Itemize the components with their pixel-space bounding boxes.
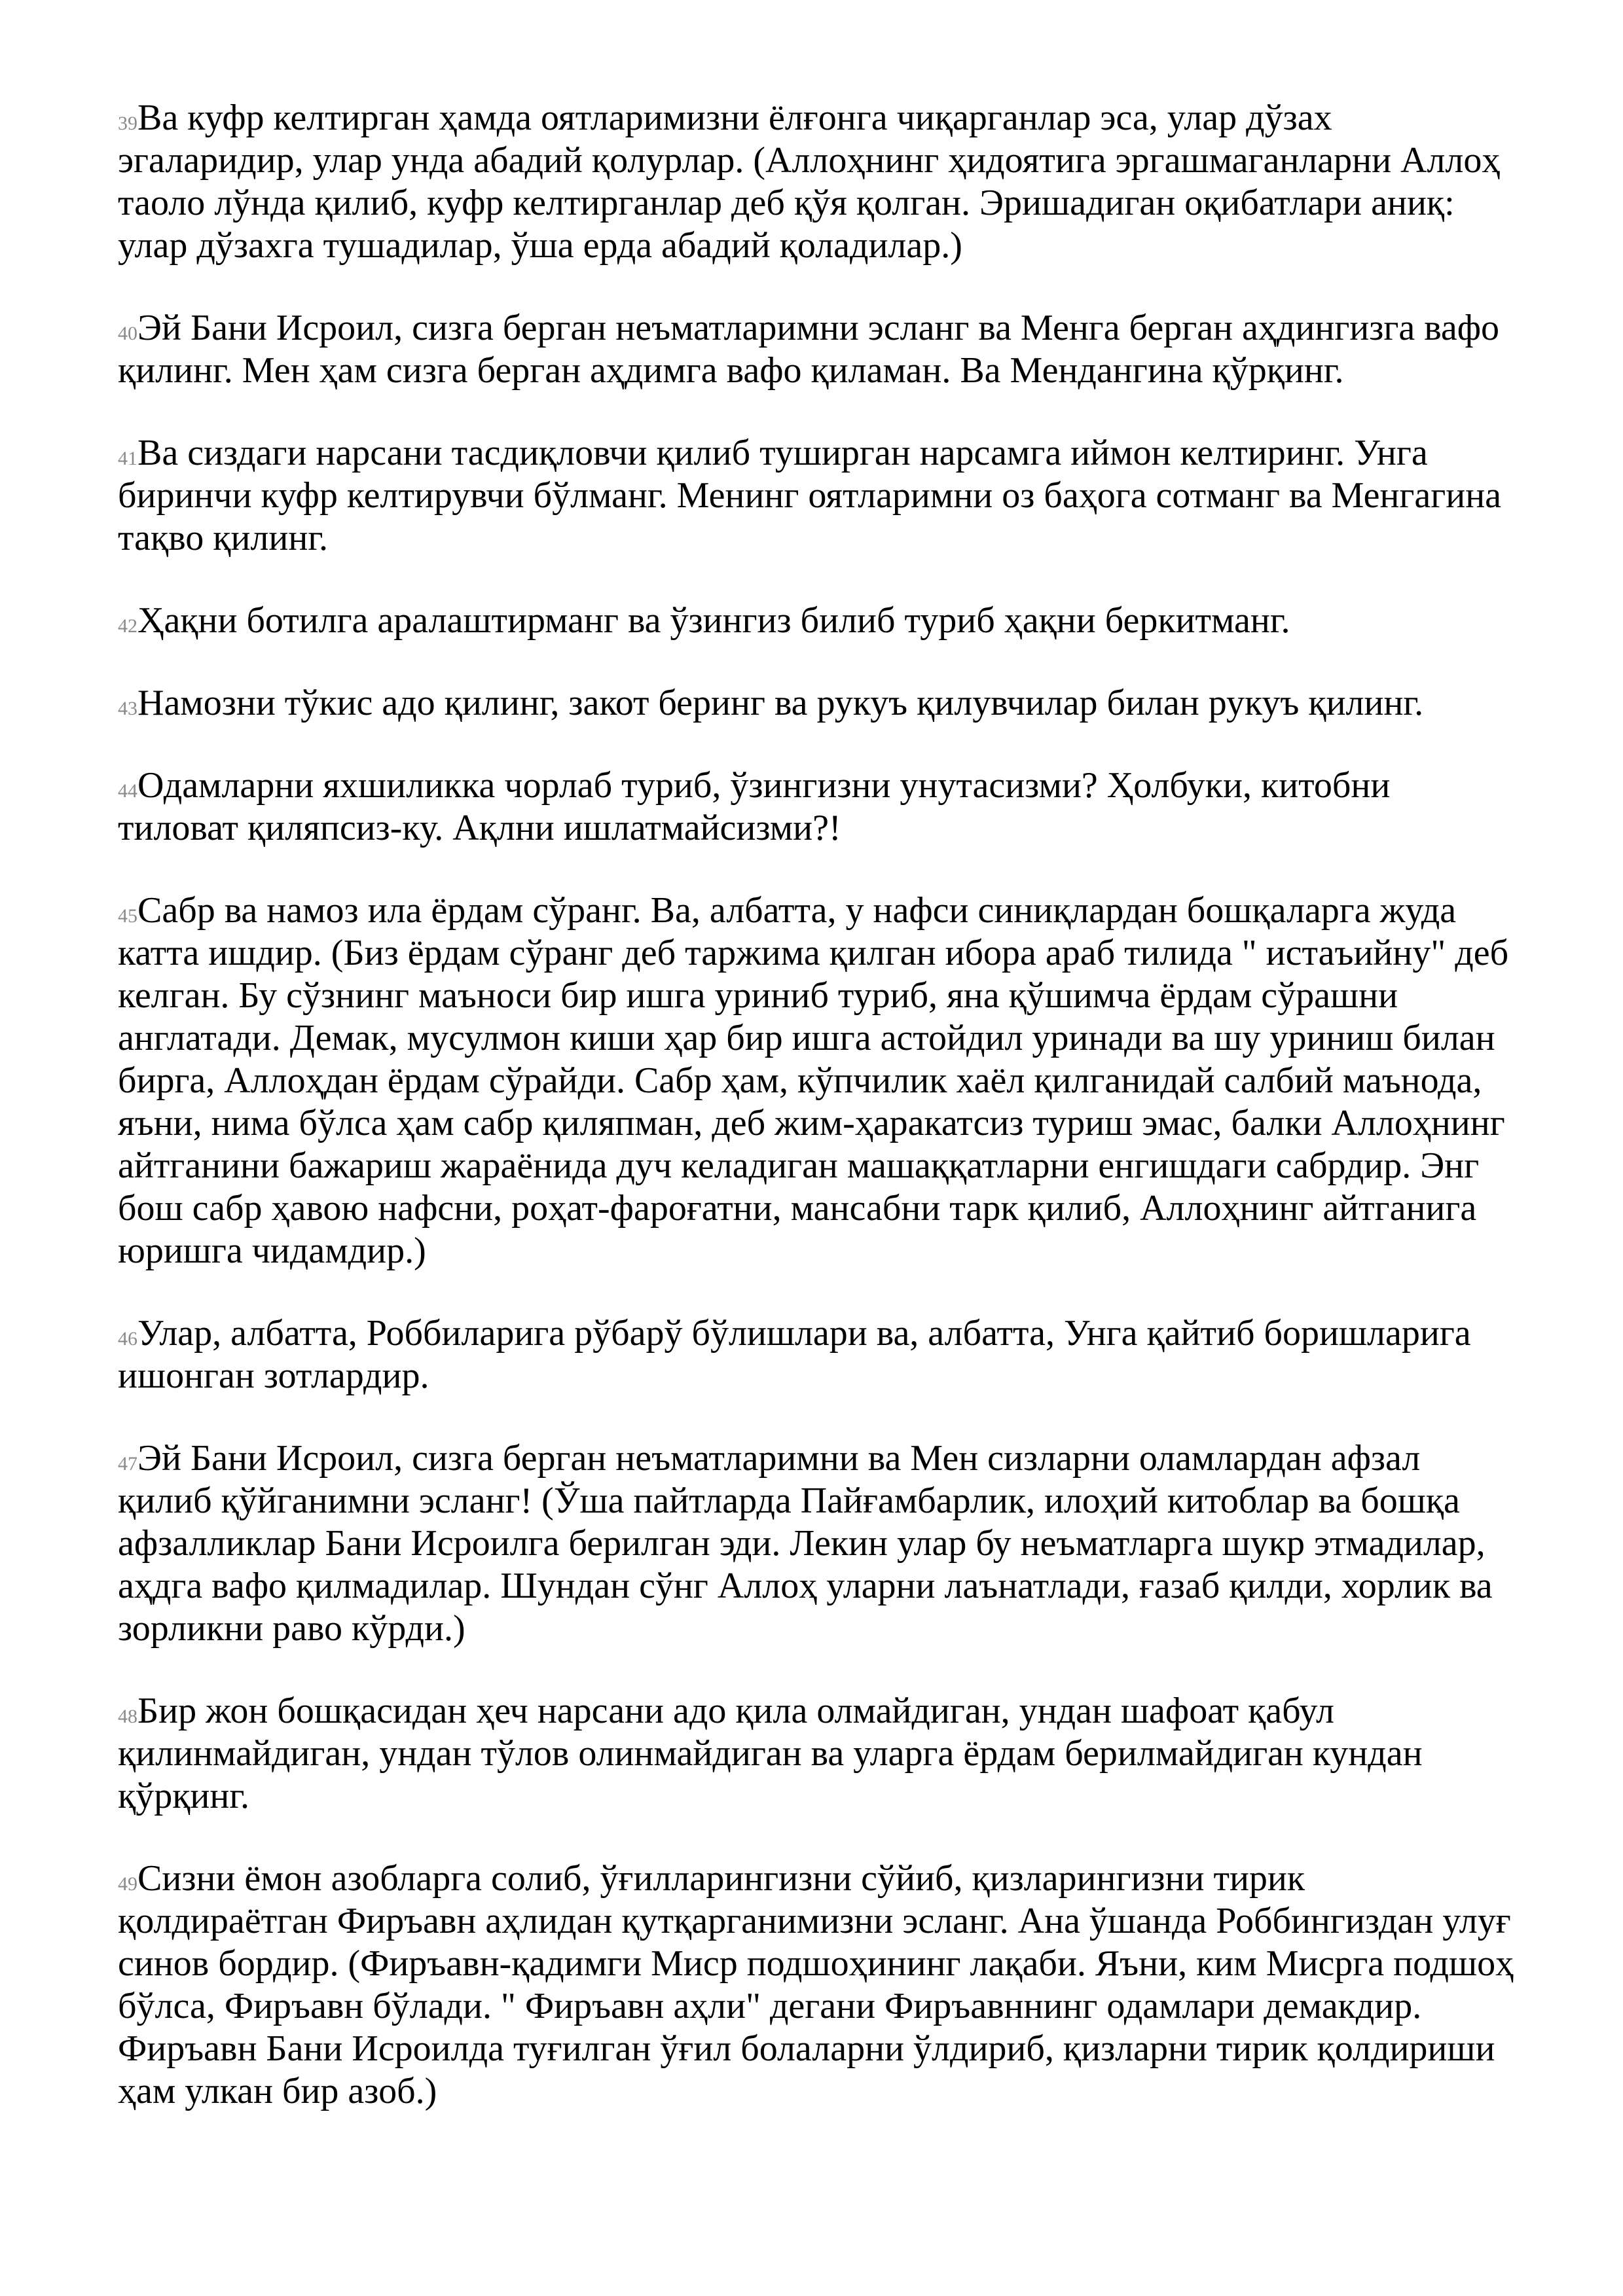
verse-text: Ва куфр келтирган ҳамда оятларимизни ёлғонга чиқарганлар эса, улар дўзах эгаларидир, улар унда абадий қолурлар. (Аллоҳнинг ҳидоятига эргашмаганларни Аллоҳ таоло лўнда қилиб, куфр келтирганлар деб қўя қолган. Эришадиган оқибатлари аниқ: улар дўзахга тушадилар, ўша ерда абадий қоладилар.) bbox=[118, 98, 1501, 266]
verse-text: Ва сиздаги нарсани тасдиқловчи қилиб туширган нарсамга иймон келтиринг. Унга биринчи куфр келтирувчи бўлманг. Менинг оятларимни оз баҳога сотманг ва Менгагина тақво қилинг. bbox=[118, 433, 1502, 558]
verse-45 bbox=[118, 889, 1519, 1272]
verse-number: 48 bbox=[118, 1706, 137, 1727]
verse-number: 44 bbox=[118, 780, 137, 802]
verse-number: 45 bbox=[118, 905, 137, 927]
verse-text: Эй Бани Исроил, сизга берган неъматларимни эсланг ва Менга берган аҳдингизга вафо қилинг. Мен ҳам сизга берган аҳдимга вафо қиламан. Ва Мендангина қўрқинг. bbox=[118, 308, 1500, 391]
verse-number: 40 bbox=[118, 323, 137, 344]
verse-40 bbox=[118, 307, 1519, 392]
verse-number: 46 bbox=[118, 1328, 137, 1350]
verse-39 bbox=[118, 97, 1519, 267]
verse-number: 41 bbox=[118, 448, 137, 469]
verse-44 bbox=[118, 764, 1519, 850]
verse-text: Бир жон бошқасидан ҳеч нарсани адо қила олмайдиган, ундан шафоат қабул қилинмайдиган, ундан тўлов олинмайдиган ва уларга ёрдам берилмайдиган кундан қўрқинг. bbox=[118, 1691, 1423, 1816]
verse-text: Намозни тўкис адо қилинг, закот беринг ва рукуъ қилувчилар билан рукуъ қилинг. bbox=[137, 683, 1424, 723]
verse-42 bbox=[118, 600, 1519, 642]
verse-number: 39 bbox=[118, 113, 137, 134]
verse-text: Сизни ёмон азобларга солиб, ўғилларингизни сўйиб, қизларингизни тирик қолдираётган Фиръавн аҳлидан қутқарганимизни эсланг. Ана ўшанда Роббингиздан улуғ синов бордир. (Фиръавн-қадимги Миср подшоҳининг лақаби. Яъни, ким Мисрга подшоҳ бўлса, Фиръавн бўлади. " Фиръавн аҳли" дегани Фиръавннинг одамлари демакдир. Фиръавн Бани Исроилда туғилган ўғил болаларни ўлдириб, қизларни тирик қолдириши ҳам улкан бир азоб.) bbox=[118, 1858, 1514, 2111]
verse-text: Улар, албатта, Роббиларига рўбарў бўлишлари ва, албатта, Унга қайтиб боришларига ишонган зотлардир. bbox=[118, 1313, 1471, 1396]
verse-list bbox=[118, 97, 1519, 2153]
verse-text: Ҳақни ботилга аралаштирманг ва ўзингиз билиб туриб ҳақни беркитманг. bbox=[137, 600, 1290, 641]
verse-text: Одамларни яхшиликка чорлаб туриб, ўзингизни унутасизми? Ҳолбуки, китобни тиловат қиляпсиз-ку. Ақлни ишлатмайсизми?! bbox=[118, 765, 1391, 848]
verse-number: 42 bbox=[118, 615, 137, 637]
verse-46 bbox=[118, 1312, 1519, 1397]
verse-number: 43 bbox=[118, 698, 137, 719]
verse-47 bbox=[118, 1437, 1519, 1650]
verse-48 bbox=[118, 1690, 1519, 1818]
verse-text: Эй Бани Исроил, сизга берган неъматларимни ва Мен сизларни оламлардан афзал қилиб қўйганимни эсланг! (Ўша пайтларда Пайғамбарлик, илоҳий китоблар ва бошқа афзалликлар Бани Исроилга берилган эди. Лекин улар бу неъматларга шукр этмадилар, аҳдга вафо қилмадилар. Шундан сўнг Аллоҳ уларни лаънатлади, ғазаб қилди, хорлик ва зорликни раво кўрди.) bbox=[118, 1438, 1493, 1649]
verse-number: 49 bbox=[118, 1873, 137, 1895]
verse-49 bbox=[118, 1857, 1519, 2113]
verse-number: 47 bbox=[118, 1453, 137, 1475]
verse-41 bbox=[118, 432, 1519, 560]
verse-43 bbox=[118, 682, 1519, 725]
verse-text: Сабр ва намоз ила ёрдам сўранг. Ва, албатта, у нафси синиқлардан бошқаларга жуда катта ишдир. (Биз ёрдам сўранг деб таржима қилган ибора араб тилида " истаъийну" деб келган. Бу сўзнинг маъноси бир ишга уриниб туриб, яна қўшимча ёрдам сўрашни англатади. Демак, мусулмон киши ҳар бир ишга астойдил уринади ва шу уриниш билан бирга, Аллоҳдан ёрдам сўрайди. Сабр ҳам, кўпчилик хаёл қилганидай салбий маънода, яъни, нима бўлса ҳам сабр қиляпман, деб жим-ҳаракатсиз туриш эмас, балки Аллоҳнинг айтганини бажариш жараёнида дуч келадиган машаққатларни енгишдаги сабрдир. Энг бош сабр ҳавою нафсни, роҳат-фароғатни, мансабни тарк қилиб, Аллоҳнинг айтганига юришга чидамдир.) bbox=[118, 890, 1509, 1271]
